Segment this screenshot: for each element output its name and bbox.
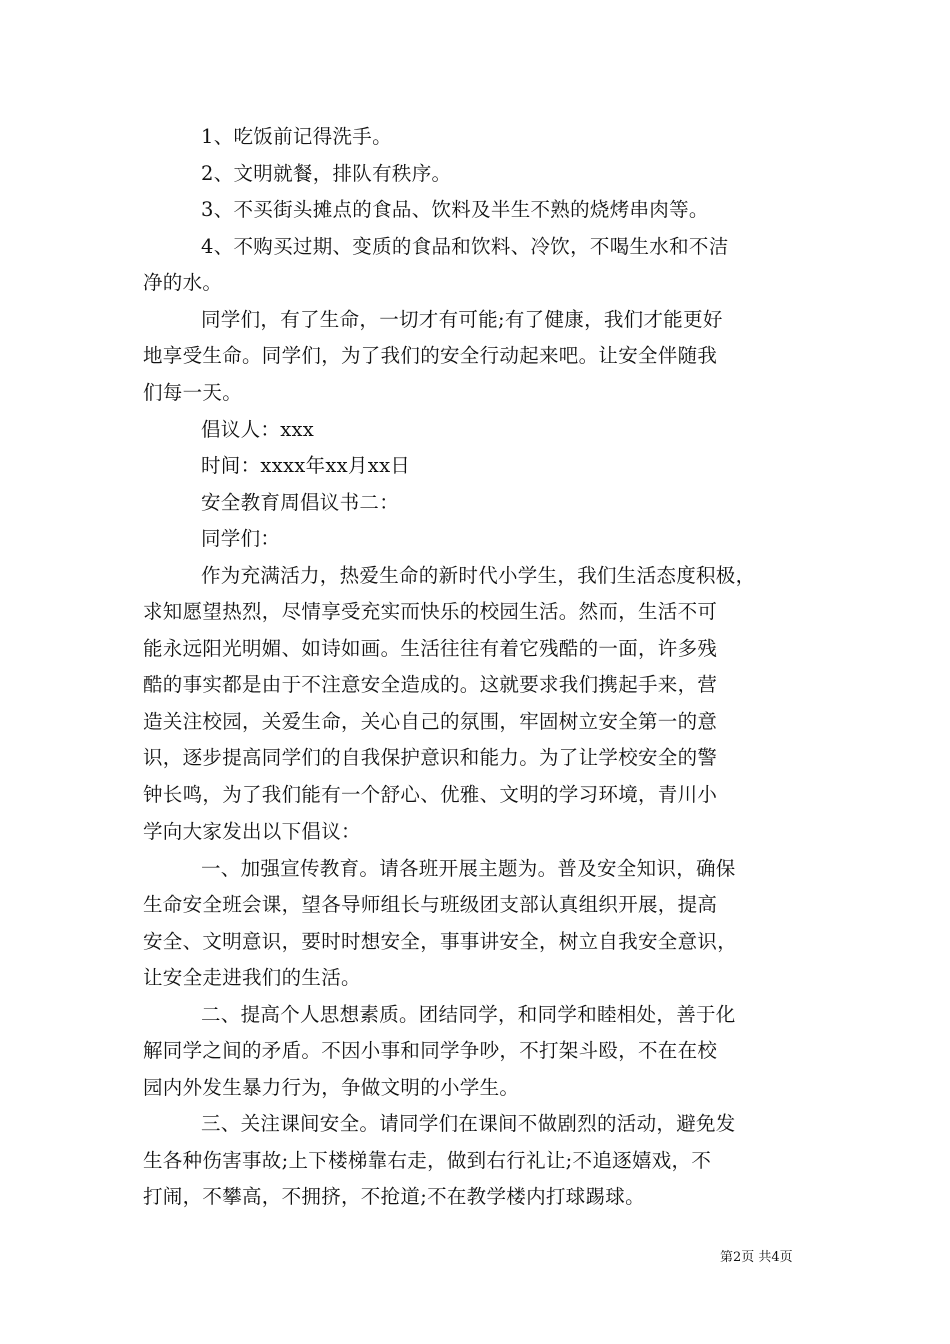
text-line: 酷的事实都是由于不注意安全造成的。这就要求我们携起手来，营	[143, 673, 718, 696]
text-line: 1、吃饭前记得洗手。	[201, 125, 392, 148]
text-line: 造关注校园，关爱生命，关心自己的氛围，牢固树立安全第一的意	[143, 710, 718, 733]
text-line: 生各种伤害事故;上下楼梯靠右走，做到右行礼让;不追逐嬉戏，不	[143, 1149, 712, 1172]
page-number: 第2页 共4页	[720, 1250, 793, 1265]
text-line: 能永远阳光明媚、如诗如画。生活往往有着它残酷的一面，许多残	[143, 637, 718, 660]
text-line: 三、关注课间安全。请同学们在课间不做剧烈的活动，避免发	[201, 1112, 736, 1135]
text-line: 一、加强宣传教育。请各班开展主题为。普及安全知识，确保	[201, 857, 736, 880]
proposer-line: 倡议人：xxx	[201, 418, 315, 441]
text-line: 4、不购买过期、变质的食品和饮料、冷饮，不喝生水和不洁	[201, 235, 729, 258]
text-line: 二、提高个人思想素质。团结同学，和同学和睦相处，善于化	[201, 1003, 736, 1026]
text-line: 识，逐步提高同学们的自我保护意识和能力。为了让学校安全的警	[143, 746, 718, 769]
text-line: 学向大家发出以下倡议：	[143, 820, 361, 843]
salutation: 同学们：	[201, 527, 281, 550]
text-line: 同学们，有了生命，一切才有可能;有了健康，我们才能更好	[201, 308, 723, 331]
text-line: 净的水。	[143, 271, 223, 294]
text-line: 作为充满活力，热爱生命的新时代小学生，我们生活态度积极，	[201, 564, 756, 587]
text-line: 解同学之间的矛盾。不因小事和同学争吵，不打架斗殴，不在在校	[143, 1039, 718, 1062]
text-line: 生命安全班会课，望各导师组长与班级团支部认真组织开展，提高	[143, 893, 718, 916]
text-line: 地享受生命。同学们，为了我们的安全行动起来吧。让安全伴随我	[143, 344, 718, 367]
text-line: 安全、文明意识，要时时想安全，事事讲安全，树立自我安全意识，	[143, 930, 738, 953]
text-line: 们每一天。	[143, 381, 243, 404]
text-line: 园内外发生暴力行为，争做文明的小学生。	[143, 1076, 520, 1099]
text-line: 3、不买街头摊点的食品、饮料及半生不熟的烧烤串肉等。	[201, 198, 709, 221]
text-line: 让安全走进我们的生活。	[143, 966, 361, 989]
date-line: 时间：xxxx年xx月xx日	[201, 454, 411, 477]
text-line: 2、文明就餐，排队有秩序。	[201, 162, 452, 185]
text-line: 打闹，不攀高，不拥挤，不抢道;不在教学楼内打球踢球。	[143, 1185, 645, 1208]
section-title: 安全教育周倡议书二：	[201, 491, 400, 514]
text-line: 钟长鸣，为了我们能有一个舒心、优雅、文明的学习环境，青川小	[143, 783, 718, 806]
text-line: 求知愿望热烈，尽情享受充实而快乐的校园生活。然而，生活不可	[143, 600, 718, 623]
